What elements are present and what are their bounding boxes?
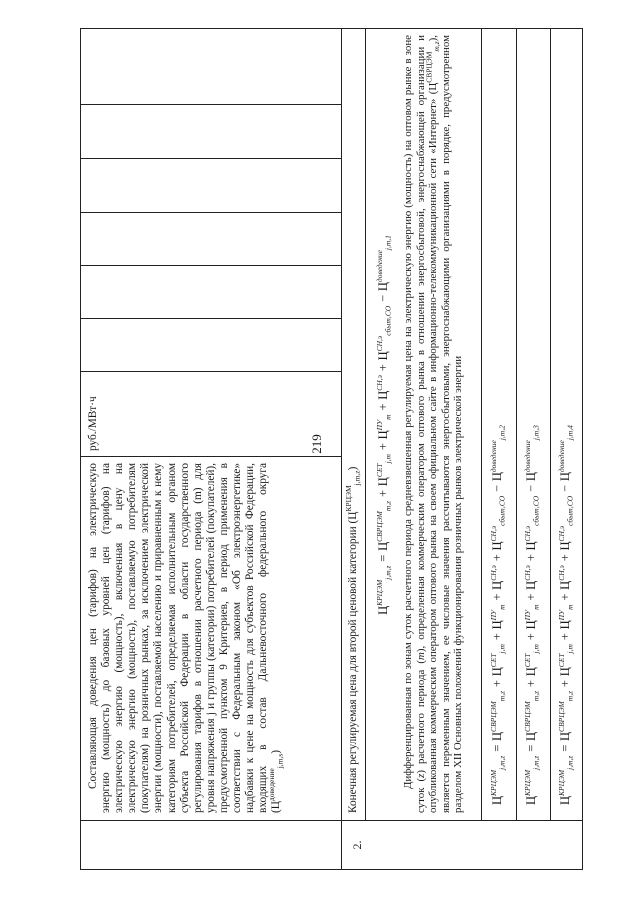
row1-description-tail: )	[270, 749, 283, 754]
column-divider	[81, 820, 582, 821]
column-divider	[81, 158, 341, 159]
row2-formula-level3: $Ц^{КРЦЭМ}_{j,m,z} = Ц^{СВРЦЭМ}_{m,z} + Ц^{СЕТ}_{j,m} + Ц^{ПУ}_m + Ц^{СН,э} + Ц^{СН,э}_{сбыт,СО} - Ц^{доведение}_{j,m,3}$	[522, 425, 541, 805]
page-number: 219	[309, 434, 324, 454]
row-divider	[341, 29, 342, 869]
row1-description	[87, 463, 283, 813]
row2-number: 2.	[350, 840, 364, 850]
column-divider	[81, 318, 341, 319]
row-divider	[481, 29, 482, 821]
row2-formula-level4: $Ц^{КРЦЭМ}_{j,m,z} = Ц^{СВРЦЭМ}_{m,z} + Ц^{СЕТ}_{j,m} + Ц^{ПУ}_m + Ц^{СН,э} + Ц^{СН,э}_{сбыт,СО} - Ц^{доведение}_{j,m,4}$	[556, 425, 575, 805]
tariff-table	[80, 28, 583, 870]
column-divider	[81, 104, 341, 105]
row2-heading	[344, 113, 362, 813]
row2-main-formula: $Ц^{КРЦЭМ}_{j,m,z} = Ц^{СВРЦЭМ}_{m,z} + Ц^{СЕТ}_{j,m} + Ц^{ПУ}_m + Ц^{СН,э} + Ц^{СН,э}_{сбыт,СО} - Ц^{доведение}_{j,m,1}$	[374, 235, 393, 615]
row1-symbol-sup: доведение	[267, 768, 277, 802]
row2-heading-tail: )	[347, 466, 359, 471]
row-divider	[365, 29, 366, 821]
column-divider	[81, 456, 341, 457]
row1-symbol-sub: j,m,s	[275, 753, 285, 769]
row2-heading-sup: КРЦЭМ	[344, 485, 354, 512]
row-divider	[516, 29, 517, 821]
row1-description-text: Составляющая доведения цен (тарифов) на электрическую энергию (мощность) до базовых уровней цен (тарифов) на электрическую энергию (мощность), включенная в цену на электрическую энергию (мощность), поставляемую потребителям (покупателям) на розничных рынках, за исключением электрической энергии (мощности), поставляемой населению и приравненным к нему категориям потребителей, определяемая исполнительным органом субъекта Российской Федерации в области государственного регулирования тарифов в отношении расчетного периода (m) для уровня напряжения j и группы (категории) потребителей (покупателей), предусмотренной пунктом 9 Критериев, в период применения в соответствии с Федеральным законом «Об электроэнергетике» надбавки к цене на мощность для субъектов Российской Федерации, входящих в состав Дальневосточного федерального округа (Ц	[87, 463, 283, 813]
row2-heading-text: Конечная регулируемая цена для второй ценовой категории (Ц	[347, 511, 359, 813]
row-divider	[550, 29, 551, 821]
row1-unit: руб./МВт·ч	[87, 396, 99, 451]
column-divider	[81, 212, 341, 213]
column-divider	[81, 371, 341, 372]
row2-heading-sub: j,m,z	[352, 470, 362, 486]
column-divider	[81, 265, 341, 266]
row2-formula-level2: $Ц^{КРЦЭМ}_{j,m,z} = Ц^{СВРЦЭМ}_{m,z} + Ц^{СЕТ}_{j,m} + Ц^{ПУ}_m + Ц^{СН,э} + Ц^{СН,э}_{сбыт,СО} - Ц^{доведение}_{j,m,2}$	[488, 425, 507, 805]
row2-paragraph: Дифференцированная по зонам суток расчетного периода средневзвешенная регулируемая цена на электрическую энергию (мощность) на оптовом рынке в зоне суток (z) расчетного периода (m), определенная коммерческим оператором оптового рынка в отношении энергосбытовой, энергоснабжающей организации и опубликованная коммерческим оператором оптового рынка на своем официальном сайте в информационно-телекоммуникационной сети «Интернет» $(Ц^{СВРЦЭМ}_{m,z})$, является переменным значением, ее числовые значения рассчитываются энергосбытовыми, энергоснабжающими организациями в порядке, предусмотренном разделом XII Основных положений функционирования розничных рынков электрической энергии	[402, 35, 465, 813]
